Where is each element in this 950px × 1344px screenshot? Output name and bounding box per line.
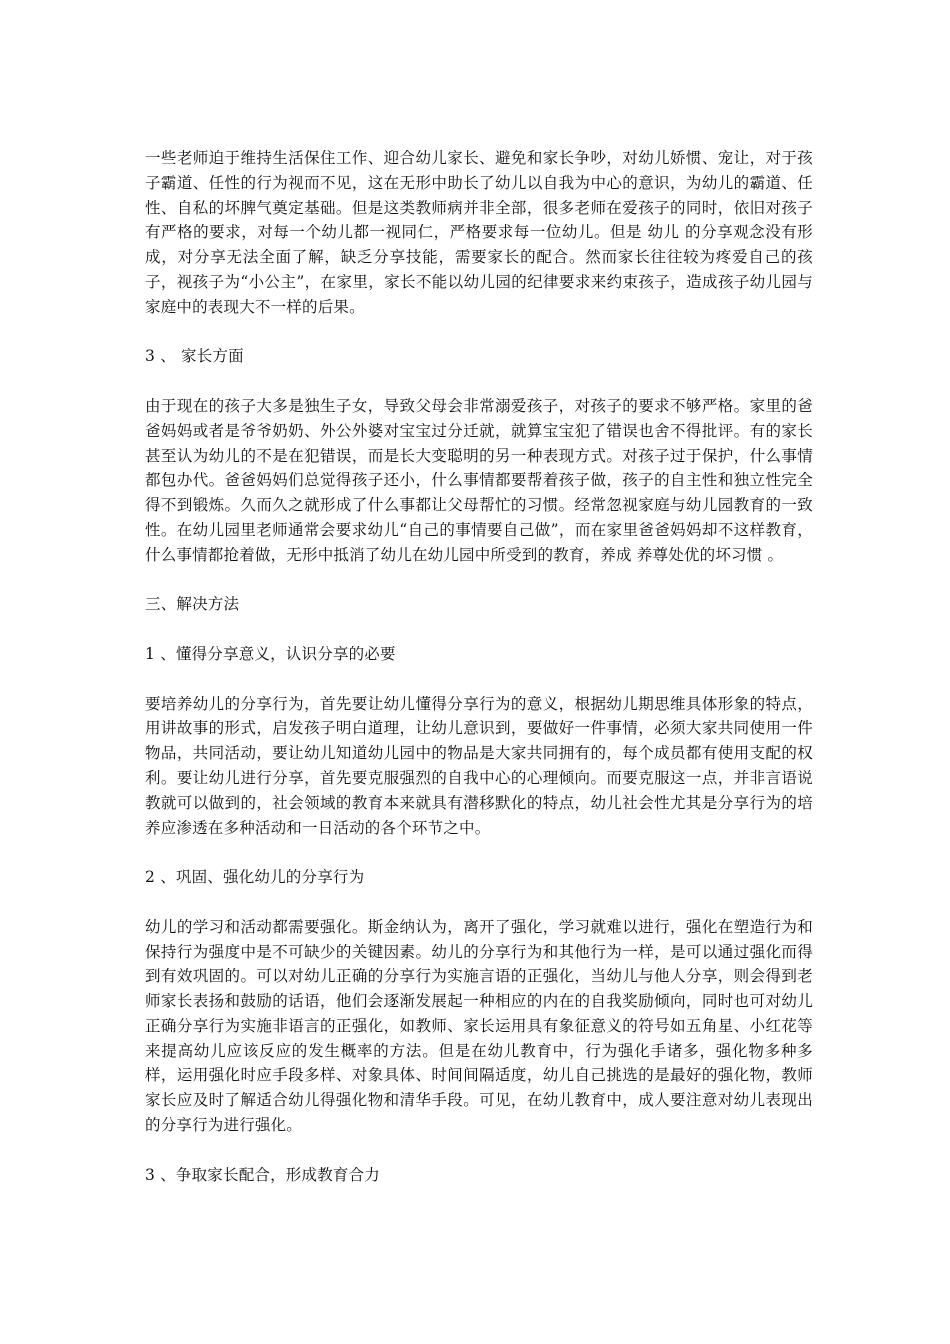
heading-reinforce-sharing: 2 、巩固、强化幼儿的分享行为: [145, 868, 365, 887]
heading-understand-sharing: 1 、懂得分享意义，认识分享的必要: [145, 644, 396, 663]
paragraph-teachers: 一些老师迫于维持生活保住工作、迎合幼儿家长、避免和家长争吵，对幼儿娇惯、宠让，对于孩子霸道、任性的行为视而不见，这在无形中助长了幼儿以自我为中心的意识，为幼儿的霸道、任性、自私的坏脾气奠定基础。但是这类教师病并非全部，很多老师在爱孩子的同时，依旧对孩子有严格的要求，对每一个幼儿都一视同仁，严格要求每一位幼儿。但是 幼儿 的分享观念没有形成，对分享无法全面了解，缺乏分享技能，需要家长的配合。然而家长往往较为疼爱自己的孩子，视孩子为“小公主”，在家里，家长不能以幼儿园的纪律要求来约束孩子，造成孩子幼儿园与家庭中的表现大不一样的后果。: [145, 149, 813, 316]
heading-solutions: 三、解决方法: [145, 595, 240, 614]
heading-parents-aspect: 3 、 家长方面: [145, 347, 244, 366]
heading-parent-cooperation: 3 、争取家长配合，形成教育合力: [145, 1165, 380, 1184]
paragraph-parents: 由于现在的孩子大多是独生子女，导致父母会非常溺爱孩子，对孩子的要求不够严格。家里的爸爸妈妈或者是爷爷奶奶、外公外婆对宝宝过分迁就，就算宝宝犯了错误也舍不得批评。有的家长甚至认为幼儿的不是在犯错误，而是长大变聪明的另一种表现方式。对孩子过于保护，什么事情都包办代。爸爸妈妈们总觉得孩子还小，什么事情都要帮着孩子做，孩子的自主性和独立性完全得不到锻炼。久而久之就形成了什么事都让父母帮忙的习惯。经常忽视家庭与幼儿园教育的一致性。在幼儿园里老师通常会要求幼儿“自己的事情要自己做”，而在家里爸爸妈妈却不这样教育，什么事情都抢着做，无形中抵消了幼儿在幼儿园中所受到的教育，养成 养尊处优的坏习惯 。: [145, 396, 813, 564]
document-page: [145, 146, 813, 1212]
paragraph-understand-sharing: 要培养幼儿的分享行为，首先要让幼儿懂得分享行为的意义，根据幼儿期思维具体形象的特点，用讲故事的形式，启发孩子明白道理，让幼儿意识到，要做好一件事情，必须大家共同使用一件物品，共同活动，要让幼儿知道幼儿园中的物品是大家共同拥有的，每个成员都有使用支配的权利。要让幼儿进行分享，首先要克服强烈的自我中心的心理倾向。而要克服这一点，并非言语说教就可以做到的，社会领域的教育本来就具有潜移默化的特点，幼儿社会性尤其是分享行为的培养应渗透在多种活动和一日活动的各个环节之中。: [145, 694, 813, 837]
paragraph-reinforce-sharing: 幼儿的学习和活动都需要强化。斯金纳认为，离开了强化，学习就难以进行，强化在塑造行为和保持行为强度中是不可缺少的关键因素。幼儿的分享行为和其他行为一样，是可以通过强化而得到有效巩固的。可以对幼儿正确的分享行为实施言语的正强化，当幼儿与他人分享，则会得到老师家长表扬和鼓励的话语，他们会逐渐发展起一种相应的内在的自我奖励倾向，同时也可对幼儿正确分享行为实施非语言的正强化，如教师、家长运用具有象征意义的符号如五角星、小红花等来提高幼儿应该反应的发生概率的方法。但是在幼儿教育中，行为强化手诸多，强化物多种多样，运用强化时应手段多样、对象具体、时间间隔适度，幼儿自己挑选的是最好的强化物，教师家长应及时了解适合幼儿得强化物和清华手段。可见，在幼儿教育中，成人要注意对幼儿表现出的分享行为进行强化。: [145, 917, 813, 1135]
